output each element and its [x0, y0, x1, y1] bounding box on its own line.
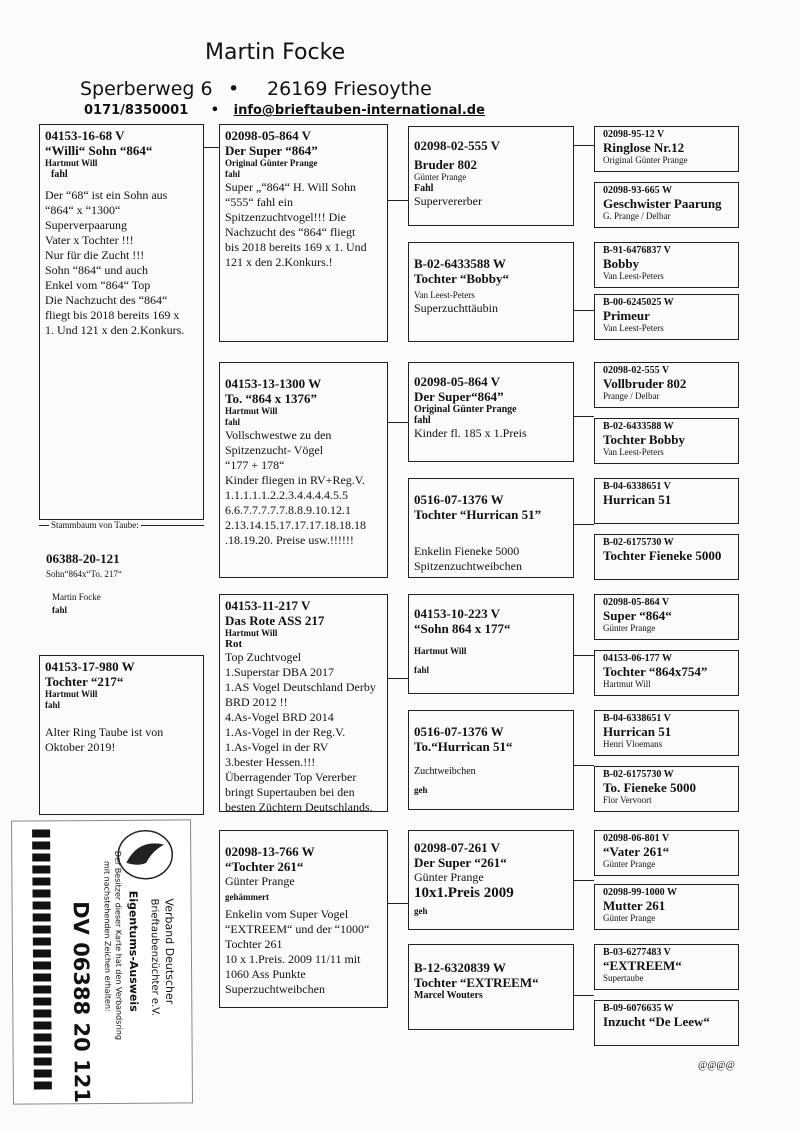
footer-mark: @@@@: [698, 1060, 735, 1071]
ancestor-breeder: Prange / Delbar: [603, 391, 660, 401]
ancestor-box-12: [594, 766, 739, 812]
grandsire-2-color: Rot: [225, 638, 243, 650]
ggp-1-color: Fahl: [414, 183, 434, 194]
description-line: Enkel vom “864“ Top: [45, 278, 151, 292]
ancestor-breeder: G. Prange / Delbar: [603, 211, 671, 221]
description-line: 1.AS Vogel Deutschland Derby: [225, 680, 376, 694]
ancestor-box-16: [594, 1000, 739, 1046]
stammbaum-section: [39, 520, 204, 636]
contact: [84, 103, 485, 118]
grandsire-1-color: fahl: [225, 169, 241, 179]
sire-name: “Willi“ Sohn “864“: [45, 143, 153, 158]
ggp-8-box: [408, 944, 574, 1030]
ancestor-box-3: [594, 242, 739, 288]
ggp-4-ring: 0516-07-1376 W: [414, 492, 504, 507]
ggp-5-ring: 04153-10-223 V: [414, 606, 501, 621]
grandsire-1-description: [225, 180, 382, 270]
ggp-4-note-2: Spitzenzuchtweibchen: [414, 559, 522, 573]
ggp-6-name: To.“Hurrican 51“: [414, 739, 513, 754]
ancestor-name: Hurrican 51: [603, 724, 672, 739]
description-line: bis 2018 bereits 169 x 1. Und: [225, 240, 367, 254]
grandsire-2-description: [225, 650, 382, 815]
sire-description: [45, 188, 198, 338]
card-number: DV 06388 20 121: [68, 901, 94, 1103]
description-line: Tochter 261: [225, 937, 283, 951]
granddam-2-description: [225, 907, 382, 997]
card-text-2: mit nachstehenden Zeichen erhalten:: [102, 860, 113, 1012]
description-line: Top Zuchtvogel: [225, 650, 302, 664]
ggp-5-name: “Sohn 864 x 177“: [414, 621, 511, 636]
description-line: Spitzenzuchtvogel!!! Die: [225, 210, 346, 224]
ancestor-name: “Vater 261“: [603, 844, 670, 859]
subject-name: Sohn“864x“To. 217“: [46, 569, 122, 579]
grandsire-1-breeder: Original Günter Prange: [225, 158, 318, 168]
description-line: .18.19.20. Preise usw.!!!!!!: [225, 533, 354, 547]
description-line: Kinder fliegen in RV+Reg.V.: [225, 473, 365, 487]
phone: 0171/8350001: [84, 103, 189, 118]
dam-description: [45, 725, 198, 755]
ggp-8-breeder: Marcel Wouters: [414, 990, 483, 1001]
ancestor-ring: B-04-6338651 V: [603, 481, 671, 492]
ggp-2-note: Superzuchttäubin: [414, 301, 498, 315]
description-line: Der “68“ ist ein Sohn aus: [45, 188, 168, 202]
ancestor-name: Vollbruder 802: [603, 376, 687, 391]
description-line: “EXTREEM“ und der “1000“: [225, 922, 370, 936]
sire-box: [39, 124, 204, 520]
grandsire-1-box: [219, 124, 388, 342]
description-line: 1.1.1.1.1.2.2.3.4.4.4.4.5.5: [225, 488, 348, 502]
bullet: •: [210, 103, 220, 118]
ancestor-breeder: Van Leest-Peters: [603, 323, 664, 333]
ancestor-name: Geschwister Paarung: [603, 196, 722, 211]
ancestor-breeder: Supertaube: [603, 973, 644, 983]
ancestor-ring: B-91-6476837 V: [603, 245, 671, 256]
dam-box: [39, 655, 204, 815]
grandsire-1-ring: 02098-05-864 V: [225, 128, 312, 143]
description-line: 1060 Ass Punkte: [225, 967, 306, 981]
description-line: Vollschwestwe zu den: [225, 428, 332, 442]
granddam-2-box: [219, 830, 388, 1008]
description-line: Alter Ring Taube ist von: [45, 725, 164, 739]
dam-color: fahl: [45, 700, 61, 710]
ancestor-breeder: Günter Prange: [603, 913, 656, 923]
ggp-3-box: [408, 362, 574, 462]
dam-breeder: Hartmut Will: [45, 689, 98, 699]
ancestor-box-14: [594, 884, 739, 930]
ggp-7-ring: 02098-07-261 V: [414, 840, 501, 855]
description-line: Nur für die Zucht !!!: [45, 248, 145, 262]
ancestor-box-7: [594, 478, 739, 524]
card-text-1: Der Besitzer dieser Karte hat den Verbandsring: [113, 850, 124, 1041]
ggp-3-color: fahl: [414, 415, 431, 426]
grandsire-2-breeder: Hartmut Will: [225, 628, 278, 638]
ancestor-ring: 02098-93-665 W: [603, 185, 672, 196]
ancestor-box-5: [594, 362, 739, 408]
sire-ring: 04153-16-68 V: [45, 128, 125, 143]
ancestor-breeder: Van Leest-Peters: [603, 271, 664, 281]
ancestor-ring: B-02-6175730 W: [603, 769, 674, 780]
ggp-8-ring: B-12-6320839 W: [414, 960, 506, 975]
ggp-7-box: [408, 830, 574, 930]
card-pattern: [32, 829, 52, 1089]
description-line: “864“ x “1300“: [45, 203, 121, 217]
ancestor-ring: B-02-6433588 W: [603, 421, 674, 432]
ownership-card: [11, 819, 193, 1104]
ancestor-box-9: [594, 594, 739, 640]
card-org-2: Brieftaubenzüchter e.V.: [148, 898, 161, 1016]
description-line: Vater x Tochter !!!: [45, 233, 134, 247]
grandsire-2-box: [219, 594, 388, 812]
grandsire-2-ring: 04153-11-217 V: [225, 598, 311, 613]
ancestor-name: Inzucht “De Leew“: [603, 1014, 710, 1029]
ancestor-name: Super “864“: [603, 608, 672, 623]
description-line: 1.As-Vogel in der Reg.V.: [225, 725, 346, 739]
ancestor-breeder: Original Günter Prange: [603, 155, 688, 165]
description-line: 1.As-Vogel in der RV: [225, 740, 329, 754]
ggp-3-name: Der Super“864”: [414, 389, 504, 404]
description-line: Spitzenzucht- Vögel: [225, 443, 324, 457]
ggp-3-breeder: Original Günter Prange: [414, 404, 517, 415]
ancestor-name: To. Fieneke 5000: [603, 780, 697, 795]
ggp-3-ring: 02098-05-864 V: [414, 374, 501, 389]
description-line: 6.6.7.7.7.7.7.8.8.9.10.12.1: [225, 503, 351, 517]
ancestor-box-8: [594, 534, 739, 580]
ancestor-name: Ringlose Nr.12: [603, 140, 685, 155]
ggp-8-name: Tochter “EXTREEM“: [414, 975, 539, 990]
granddam-2-name: “Tochter 261“: [225, 859, 304, 874]
ggp-2-breeder: Van Leest-Peters: [414, 290, 475, 300]
ancestor-name: Tochter “864x754”: [603, 664, 708, 679]
ggp-5-box: [408, 594, 574, 694]
ancestor-ring: B-02-6175730 W: [603, 537, 674, 548]
dam-ring: 04153-17-980 W: [45, 659, 135, 674]
grandsire-2-name: Das Rote ASS 217: [225, 613, 325, 628]
ggp-5-color: fahl: [414, 665, 430, 675]
description-line: 2.13.14.15.17.17.17.18.18.18: [225, 518, 366, 532]
description-line: “177 + 178“: [225, 458, 285, 472]
granddam-1-ring: 04153-13-1300 W: [225, 376, 322, 391]
ggp-3-note: Kinder fl. 185 x 1.Preis: [414, 426, 527, 440]
ggp-7-result: 10x1.Preis 2009: [414, 885, 514, 901]
description-line: Sohn “864“ und auch: [45, 263, 148, 277]
description-line: Nachzucht des “864“ fliegt: [225, 225, 356, 239]
ancestor-name: Bobby: [603, 256, 640, 271]
subject-breeder: Martin Focke: [52, 592, 101, 602]
ggp-7-color: geh: [414, 906, 428, 916]
ancestor-ring: 02098-95-12 V: [603, 129, 665, 140]
pigeon-logo-icon: [116, 828, 174, 880]
description-line: 4.As-Vogel BRD 2014: [225, 710, 334, 724]
ggp-1-box: [408, 126, 574, 226]
description-line: 10 x 1.Preis. 2009 11/11 mit: [225, 952, 361, 966]
granddam-2-color: gehämmert: [225, 892, 269, 902]
ggp-1-note: Supervererber: [414, 194, 482, 208]
granddam-1-breeder: Hartmut Will: [225, 406, 278, 416]
ancestor-box-13: [594, 830, 739, 876]
description-line: 1. Und 121 x den 2.Konkurs.: [45, 323, 185, 337]
granddam-1-box: [219, 362, 388, 578]
description-line: “555“ fahl ein: [225, 195, 293, 209]
ancestor-name: Mutter 261: [603, 898, 666, 913]
ancestor-box-11: [594, 710, 739, 756]
ancestor-ring: 02098-02-555 V: [603, 365, 670, 376]
subject-color: fahl: [52, 605, 68, 615]
ancestor-ring: B-03-6277483 V: [603, 947, 671, 958]
ancestor-name: Tochter Fieneke 5000: [603, 548, 722, 563]
dam-name: Tochter “217“: [45, 674, 124, 689]
ancestor-breeder: Flor Vervoort: [603, 795, 652, 805]
granddam-1-description: [225, 428, 382, 548]
description-line: Superzuchtweibchen: [225, 982, 325, 996]
ancestor-box-15: [594, 944, 739, 990]
description-line: 3.bester Hessen.!!!: [225, 755, 316, 769]
description-line: 121 x den 2.Konkurs.!: [225, 255, 333, 269]
ggp-7-name: Der Super “261“: [414, 855, 507, 870]
owner-name: Martin Focke: [205, 40, 346, 65]
ancestor-name: Hurrican 51: [603, 492, 672, 507]
description-line: besten Züchtern Deutschlands.: [225, 800, 373, 814]
description-line: Super „“864“ H. Will Sohn: [225, 180, 356, 194]
description-line: BRD 2012 !!: [225, 695, 288, 709]
granddam-2-breeder: Günter Prange: [225, 874, 295, 888]
ancestor-ring: B-04-6338651 V: [603, 713, 671, 724]
stammbaum-title: Stammbaum von Taube:: [51, 520, 139, 530]
description-line: Überragender Top Vererber: [225, 770, 357, 784]
description-line: Oktober 2019!: [45, 740, 116, 754]
ancestor-name: Primeur: [603, 308, 650, 323]
ancestor-ring: 02098-99-1000 W: [603, 887, 677, 898]
ggp-2-name: Tochter “Bobby“: [414, 271, 509, 286]
ancestor-name: Tochter Bobby: [603, 432, 685, 447]
ggp-7-breeder: Günter Prange: [414, 870, 484, 884]
sire-breeder: Hartmut Will: [45, 158, 98, 168]
ancestor-ring: 02098-06-801 V: [603, 833, 670, 844]
ggp-4-name: Tochter “Hurrican 51”: [414, 507, 542, 522]
city: 26169 Friesoythe: [267, 78, 432, 100]
description-line: bringt Supertauben bei den: [225, 785, 355, 799]
card-org-1: Verband Deutscher: [162, 898, 177, 1005]
ancestor-breeder: Günter Prange: [603, 623, 656, 633]
description-line: fliegt bis 2018 bereits 169 x: [45, 308, 180, 322]
ggp-6-ring: 0516-07-1376 W: [414, 724, 504, 739]
street: Sperberweg 6: [80, 78, 213, 100]
granddam-2-ring: 02098-13-766 W: [225, 844, 315, 859]
ggp-4-note-1: Enkelin Fieneke 5000: [414, 544, 520, 558]
description-line: Enkelin vom Super Vogel: [225, 907, 349, 921]
ancestor-breeder: Hartmut Will: [603, 679, 651, 689]
grandsire-1-name: Der Super “864”: [225, 143, 318, 158]
ggp-2-ring: B-02-6433588 W: [414, 256, 506, 271]
ancestor-ring: 04153-06-177 W: [603, 653, 672, 664]
ggp-6-box: [408, 710, 574, 810]
ancestor-box-10: [594, 650, 739, 696]
ggp-6-note: Zuchtweibchen: [414, 766, 476, 777]
bullet: •: [228, 78, 240, 100]
ancestor-box-2: [594, 182, 739, 228]
ggp-5-breeder: Hartmut Will: [414, 646, 467, 656]
subject-ring: 06388-20-121: [46, 551, 120, 566]
description-line: Die Nachzucht des “864“: [45, 293, 168, 307]
ancestor-ring: B-09-6076635 W: [603, 1003, 674, 1014]
description-line: 1.Superstar DBA 2017: [225, 665, 334, 679]
ggp-1-name: Bruder 802: [414, 157, 477, 172]
ancestor-box-4: [594, 294, 739, 340]
ancestor-breeder: Henri Vloemans: [603, 739, 663, 749]
ancestor-name: “EXTREEM“: [603, 958, 682, 973]
ggp-1-breeder: Günter Prange: [414, 172, 467, 182]
ggp-6-color: geh: [414, 785, 428, 795]
sire-color: fahl: [51, 169, 68, 180]
ggp-1-ring: 02098-02-555 V: [414, 138, 501, 153]
ggp-2-box: [408, 242, 574, 342]
ancestor-box-6: [594, 418, 739, 464]
email-link[interactable]: info@brieftauben-international.de: [233, 103, 485, 118]
ancestor-breeder: Van Leest-Peters: [603, 447, 664, 457]
description-line: Superverpaarung: [45, 218, 127, 232]
granddam-1-color: fahl: [225, 417, 241, 427]
ancestor-breeder: Günter Prange: [603, 859, 656, 869]
granddam-1-name: To. “864 x 1376”: [225, 391, 317, 406]
ancestor-box-1: [594, 126, 739, 172]
ancestor-ring: B-00-6245025 W: [603, 297, 674, 308]
ggp-4-box: [408, 478, 574, 578]
card-title: Eigentums-Ausweis: [126, 890, 141, 1012]
ancestor-ring: 02098-05-864 V: [603, 597, 670, 608]
